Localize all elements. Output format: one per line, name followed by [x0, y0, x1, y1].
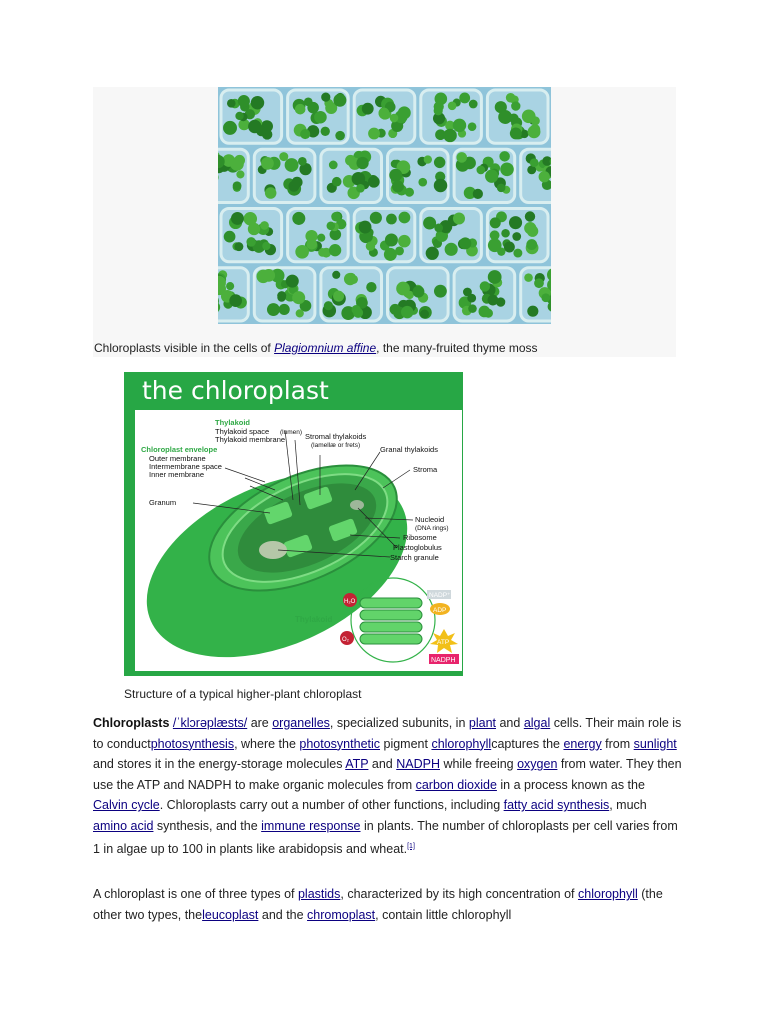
photosynthetic-link[interactable]: photosynthetic — [299, 736, 381, 751]
label-thylakoid-membrane: Thylakoid membrane — [215, 435, 286, 444]
label-dna-rings: (DNA rings) — [415, 525, 449, 532]
label-granum: Granum — [149, 498, 177, 507]
chloroplast-dot — [286, 275, 299, 288]
text: , specialized subunits, in — [329, 716, 469, 730]
text: in plants. The number of chloroplasts per cell varies from 1 in algae up to 100 in plants like arabidopsis and wheat. — [93, 818, 678, 856]
chloroplast-dot — [480, 281, 490, 291]
text: and — [368, 757, 397, 772]
text: synthesis, and the — [153, 818, 262, 833]
chloroplast-dot — [366, 241, 375, 250]
chloroplast-dot — [251, 96, 264, 109]
diagram-panel — [135, 410, 462, 671]
chloroplast-dot — [473, 189, 483, 199]
chloroplast-dot — [265, 187, 277, 199]
chloroplast-dot — [539, 171, 550, 182]
carbon-dioxide-link[interactable]: carbon dioxide — [415, 777, 497, 792]
chloroplast-dot — [362, 103, 374, 115]
chloroplast-dot — [434, 223, 443, 232]
amino-acid-link[interactable]: amino acid — [93, 818, 154, 833]
chloroplast-dot — [226, 282, 234, 290]
chloroplast-dot — [398, 235, 411, 248]
figure-moss — [93, 87, 676, 357]
chloroplast-dot — [426, 247, 439, 260]
chloroplast-dot — [530, 158, 539, 167]
chloroplast-dot — [525, 211, 535, 221]
chloroplast-diagram — [135, 410, 462, 671]
chloroplast-dot — [390, 114, 399, 123]
chloroplast-dot — [356, 157, 368, 169]
term-chloroplasts: Chloroplasts — [93, 716, 170, 730]
chloroplast-dot — [262, 242, 270, 250]
chloroplast-dot — [434, 285, 447, 298]
algal-link[interactable]: algal — [523, 716, 551, 730]
chloroplast-dot — [307, 102, 319, 114]
chloroplast-dot — [368, 128, 380, 140]
text: (the other two types, the — [93, 887, 663, 922]
chloroplast-dot — [531, 116, 540, 125]
caption-text: Chloroplasts visible in the cells of — [94, 341, 275, 355]
label-stroma: Stroma — [413, 465, 438, 474]
chloroplast-dot — [448, 101, 457, 110]
chloroplast-dot — [292, 291, 305, 304]
label-atp: ATP — [437, 639, 450, 646]
chloroplast-dot — [434, 179, 447, 192]
chlorophyll-link[interactable]: chlorophyll — [431, 736, 492, 751]
chloroplast-dot — [260, 221, 269, 230]
chloroplast-dot — [385, 233, 398, 246]
label-thylakoid-inset: Thylakoid — [295, 615, 333, 624]
chloroplast-dot — [333, 94, 346, 107]
chloroplast-dot — [327, 222, 336, 231]
text: from water. They then use the ATP and NADPH to make organic molecules from — [93, 757, 682, 792]
chloroplast-dot — [318, 248, 327, 257]
chloroplast-dot — [509, 216, 522, 229]
chloroplast-dot — [524, 222, 536, 234]
chloroplast-dot — [511, 101, 520, 110]
chloroplast-dot — [420, 310, 429, 319]
pronunciation-link[interactable]: /ˈklɔrəplæsts/ — [172, 716, 248, 730]
thylakoid-disc — [360, 610, 422, 620]
sunlight-link[interactable]: sunlight — [633, 736, 677, 751]
chloroplast-dot — [352, 172, 366, 186]
label-outer-membrane: Outer membrane — [149, 454, 206, 463]
thylakoid-disc — [360, 598, 422, 608]
label-envelope: Chloroplast envelope — [141, 445, 218, 454]
chromoplast-link[interactable]: chromoplast — [307, 907, 376, 922]
chloroplast-dot — [513, 249, 522, 258]
chloroplast-dot — [501, 229, 510, 238]
figure-chloroplast-diagram — [124, 372, 463, 676]
chloroplast-dot — [335, 131, 345, 141]
calvin-cycle-link[interactable]: Calvin cycle — [93, 798, 160, 813]
chloroplast-dot — [399, 212, 411, 224]
chloroplast-dot — [534, 278, 544, 288]
chloroplast-dot — [231, 212, 244, 225]
chloroplast-dot — [512, 232, 521, 241]
chloroplast-dot — [459, 93, 470, 104]
text: , where the — [234, 736, 300, 751]
text: . Chloroplasts carry out a number of other functions, including — [159, 798, 504, 813]
chloroplast-dot — [510, 127, 522, 139]
reference-1-link[interactable]: [1] — [407, 842, 415, 850]
chloroplast-dot — [488, 238, 502, 252]
chloroplast-dot — [468, 304, 477, 313]
chloroplast-dot — [233, 181, 242, 190]
chloroplast-dot — [332, 271, 340, 279]
chloroplast-dot — [476, 166, 485, 175]
chloroplast-dot — [329, 244, 341, 256]
chloroplast-dot — [296, 309, 304, 317]
label-o2: O₂ — [342, 637, 349, 643]
chloroplast-dot — [453, 212, 465, 224]
chloroplast-dot — [528, 125, 541, 138]
paragraph-chloroplasts — [93, 713, 683, 859]
chloroplast-dot — [389, 169, 402, 182]
chloroplast-dot — [314, 111, 327, 124]
paragraph-chloroplast-types — [93, 884, 683, 925]
chloroplast-dot — [223, 121, 237, 135]
label-adp: ADP — [433, 607, 447, 614]
fatty-acid-synthesis-link[interactable]: fatty acid synthesis — [503, 798, 610, 813]
chloroplast-dot — [246, 237, 256, 247]
thylakoid-disc — [360, 622, 422, 632]
chloroplast-dot — [295, 104, 306, 115]
chloroplast-dot — [292, 177, 303, 188]
chloroplast-dot — [279, 304, 290, 315]
thylakoid-disc — [360, 634, 422, 644]
oxygen-link[interactable]: oxygen — [517, 757, 558, 772]
chloroplast-dot — [469, 100, 478, 109]
chloroplast-dot — [488, 295, 499, 306]
text: pigment — [380, 736, 432, 751]
chloroplast-dot — [401, 306, 413, 318]
chloroplast-dot — [300, 129, 310, 139]
chloroplast-dot — [366, 282, 376, 292]
text: captures the — [491, 736, 564, 751]
chloroplast-dot — [356, 184, 365, 193]
chlorophyll-link-2[interactable]: chlorophyll — [578, 887, 638, 901]
text: are — [247, 716, 273, 730]
text: cells. Their main role is to conduct — [93, 716, 682, 751]
chloroplast-dot — [392, 180, 404, 192]
chloroplast-dot — [500, 163, 514, 177]
chloroplast-dot — [307, 239, 318, 250]
chloroplast-dot — [445, 243, 458, 256]
chloroplast-dot — [488, 270, 502, 284]
figure-caption-chloroplast: Structure of a typical higher-plant chloroplast — [124, 687, 362, 701]
chloroplast-dot — [370, 212, 382, 224]
chloroplast-dot — [244, 212, 257, 225]
chloroplast-dot — [321, 93, 330, 102]
energy-link[interactable]: energy — [563, 736, 602, 751]
chloroplast-dot — [468, 122, 477, 131]
chloroplast-dot — [292, 212, 305, 225]
chloroplast-dot — [395, 246, 404, 255]
label-lamellae: (lamellæ or frets) — [311, 442, 361, 449]
text: from — [601, 736, 634, 751]
chloroplast-dot — [499, 151, 510, 162]
plastids-link[interactable]: plastids — [297, 887, 341, 901]
chloroplast-dot — [443, 129, 456, 142]
text: and the — [258, 907, 308, 922]
chloroplast-dot — [390, 304, 401, 315]
text: , contain little chlorophyll — [375, 907, 512, 922]
chloroplast-dot — [279, 152, 288, 161]
chloroplast-dot — [504, 242, 515, 253]
thylakoid-stack — [360, 598, 422, 644]
chloroplast-dot — [418, 178, 427, 187]
chloroplast-dot — [527, 306, 538, 317]
chloroplast-dot — [459, 237, 471, 249]
leucoplast-link[interactable]: leucoplast — [202, 907, 259, 922]
photosynthesis-link[interactable]: photosynthesis — [150, 736, 235, 751]
chloroplast-dot — [324, 301, 333, 310]
chloroplast-dot — [456, 152, 467, 163]
diagram-title: the chloroplast — [142, 376, 329, 405]
label-plastoglobulus: Plastoglobulus — [393, 543, 442, 552]
chloroplast-dot — [413, 286, 425, 298]
chloroplast-dot — [267, 303, 280, 316]
chloroplast-dot — [351, 305, 360, 314]
chloroplast-dot — [384, 248, 397, 261]
chloroplast-dot — [238, 95, 250, 107]
chloroplast-dot — [386, 214, 397, 225]
chloroplast-dot — [224, 231, 236, 243]
label-nucleoid: Nucleoid — [415, 515, 445, 524]
chloroplast-dot — [497, 184, 506, 193]
chloroplast-dot — [333, 291, 344, 302]
label-stromal-thylakoids: Stromal thylakoids — [305, 432, 367, 441]
label-thylakoid: Thylakoid — [215, 418, 251, 427]
chloroplast-dot — [277, 291, 286, 300]
chloroplast-dot — [396, 282, 410, 296]
chloroplast-dot — [295, 245, 309, 259]
atp-link[interactable]: ATP — [345, 757, 369, 772]
text: while freeing — [439, 757, 518, 772]
label-ribosome: Ribosome — [403, 533, 437, 542]
plastoglobulus — [350, 500, 364, 510]
chloroplast-dot — [484, 309, 493, 318]
chloroplast-dot — [453, 119, 466, 132]
chloroplast-dot — [236, 170, 244, 178]
chloroplast-dot — [285, 158, 299, 172]
chloroplast-dot — [321, 127, 330, 136]
label-h2o: H₂O — [344, 599, 356, 605]
chloroplast-dot — [262, 269, 275, 282]
chloroplast-dot — [229, 294, 242, 307]
chloroplast-dot — [345, 155, 356, 166]
chloroplast-dot — [344, 273, 356, 285]
text: and stores it in the energy-storage molecules — [93, 757, 346, 772]
chloroplast-dot — [463, 288, 472, 297]
chloroplast-dot — [227, 99, 236, 108]
text: in a process known as the — [496, 777, 645, 792]
text: , much — [609, 798, 647, 813]
chloroplast-dot — [317, 234, 325, 242]
figure-caption-moss — [94, 341, 538, 355]
text: and — [496, 716, 524, 730]
moss-cells-drawing — [218, 87, 551, 324]
chloroplast-dot — [490, 217, 501, 228]
chloroplast-dot — [506, 93, 516, 103]
label-granal-thylakoids: Granal thylakoids — [380, 445, 438, 454]
text: , characterized by its high concentration of — [340, 887, 579, 901]
chloroplast-dot — [485, 170, 498, 183]
chloroplast-dot — [434, 106, 443, 115]
chloroplast-dot — [332, 177, 342, 187]
chloroplast-dot — [298, 157, 307, 166]
immune-response-link[interactable]: immune response — [261, 818, 361, 833]
chloroplast-dot — [498, 110, 512, 124]
text: A chloroplast is one of three types of — [93, 887, 298, 901]
label-nadph: NADPH — [431, 657, 456, 664]
chloroplast-dot — [434, 157, 445, 168]
chloroplast-dot — [331, 212, 341, 222]
nadph-link[interactable]: NADPH — [396, 757, 440, 772]
label-intermembrane-space: Intermembrane space — [149, 462, 222, 471]
label-thylakoid-space: Thylakoid space — [215, 427, 270, 436]
label-nadp: NADP⁺ — [429, 592, 451, 599]
chloroplast-dot — [526, 239, 537, 250]
label-line — [225, 468, 265, 482]
label-lumen: (lumen) — [280, 429, 303, 436]
chloroplast-dot — [379, 108, 390, 119]
label-starch: Starch granule — [390, 553, 439, 562]
chloroplast-dot — [261, 157, 274, 170]
chloroplast-dot — [329, 161, 338, 170]
caption-text: , the many-fruited thyme moss — [376, 341, 538, 355]
plant-link[interactable]: plant — [468, 716, 496, 730]
chloroplast-dot — [541, 293, 550, 302]
plagiomnium-link[interactable]: Plagiomnium affine — [274, 341, 377, 355]
chloroplast-dot — [359, 221, 372, 234]
chloroplast-dot — [398, 106, 411, 119]
chloroplast-dot — [423, 217, 436, 230]
label-inner-membrane: Inner membrane — [149, 470, 205, 479]
moss-cells-image — [218, 87, 551, 324]
chloroplast-dot — [524, 273, 533, 282]
chloroplast-dot — [235, 112, 243, 120]
chloroplast-dot — [424, 155, 432, 163]
chloroplast-dot — [248, 120, 261, 133]
organelles-link[interactable]: organelles — [272, 716, 330, 730]
chloroplast-dot — [234, 242, 243, 251]
chloroplast-dot — [230, 157, 244, 171]
chloroplast-dot — [368, 176, 380, 188]
